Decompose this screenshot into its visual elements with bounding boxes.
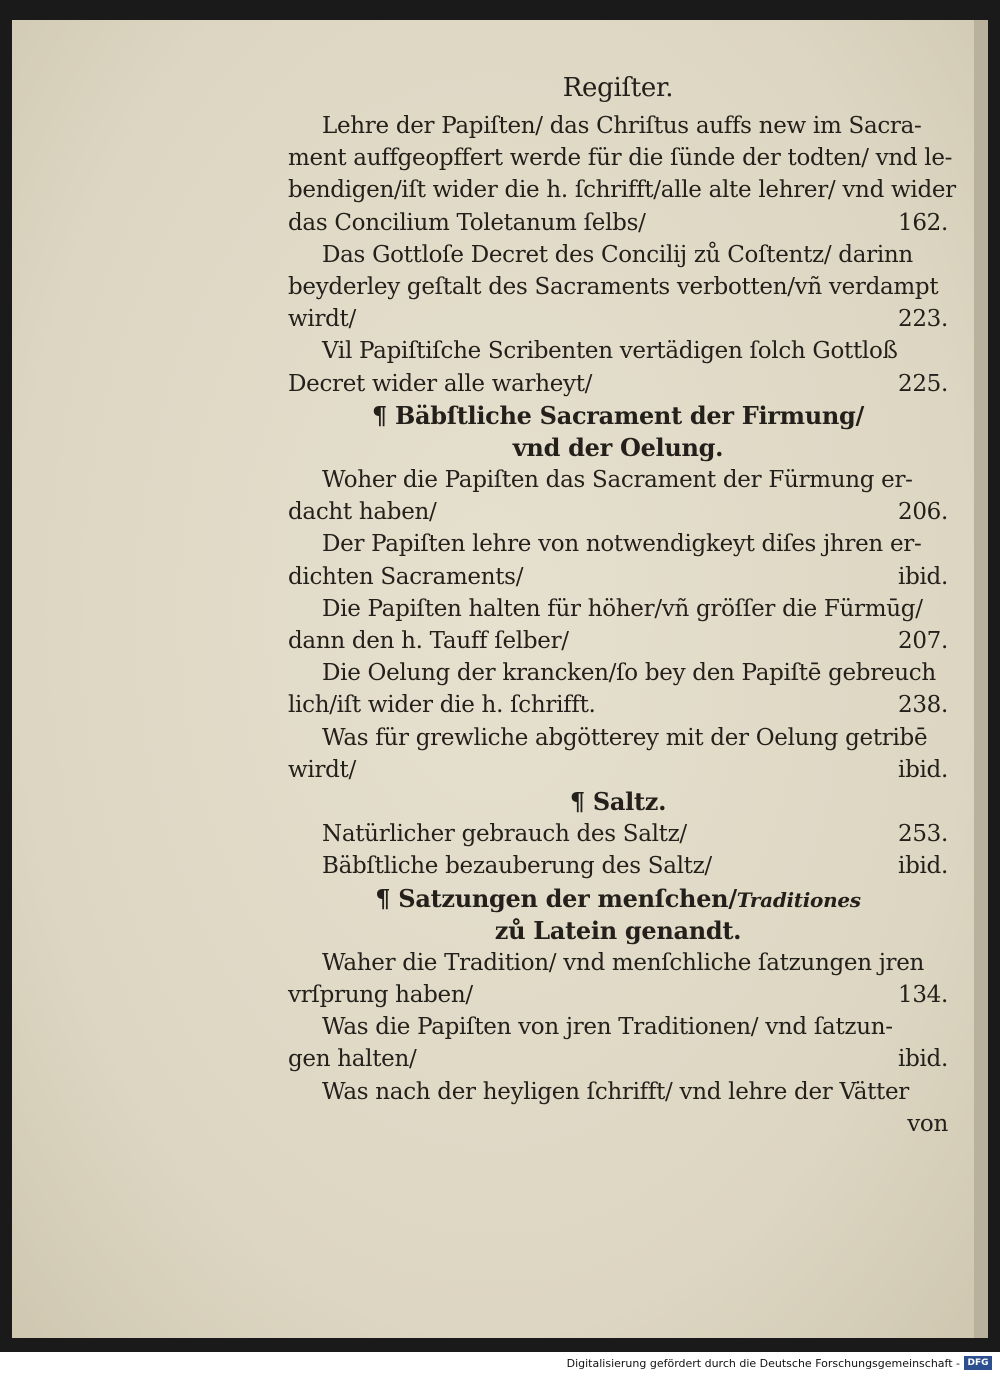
section-heading xyxy=(288,400,948,432)
entry-line xyxy=(288,1076,948,1108)
entry-line xyxy=(288,142,953,174)
entry-line xyxy=(288,528,948,560)
entry-text: Decret wider alle warheyt/ xyxy=(288,370,593,397)
page-reference: 253. xyxy=(897,821,948,848)
section-heading xyxy=(288,432,948,464)
entry-text: gen halten/ xyxy=(288,1046,417,1073)
entry-text: dann den h. Tauff ſelber/ xyxy=(288,628,569,654)
entry-text: Woher die Papiſten das Sacrament der Fürmung er- xyxy=(322,467,913,494)
page-reference: ibid. xyxy=(898,563,948,590)
entry-text: ment auffgeopffert werde für die ſünde der todten/ vnd le- xyxy=(288,145,953,172)
entry-text: Vil Papiſtiſche Scribenten vertädigen ſolch Gottloß xyxy=(322,338,898,365)
entry-text: Der Papiſten lehre von notwendigkeyt diſes jhren er- xyxy=(322,531,922,558)
entry-text: zů Latein genandt. xyxy=(494,915,742,945)
entry-line xyxy=(288,303,948,335)
entry-line xyxy=(288,722,948,754)
entry-text: wirdt/ xyxy=(288,756,356,783)
entry-text: Waher die Tradition/ vnd menſchliche ſatzungen jren xyxy=(322,949,925,976)
dfg-logo: DFG xyxy=(964,1356,992,1370)
entry-text: Was die Papiſten von jren Traditionen/ vnd ſatzun- xyxy=(322,1014,893,1041)
register-entries xyxy=(288,110,956,1140)
entry-text: das Concilium Toletanum ſelbs/ xyxy=(288,209,646,236)
page-reference: 207. xyxy=(897,628,948,654)
entry-line xyxy=(288,561,948,593)
page-reference: 162. xyxy=(897,209,948,236)
page-reference: 225. xyxy=(897,370,948,397)
funding-credit: Digitalisierung gefördert durch die Deutsche Forschungsgemeinschaft - xyxy=(566,1357,960,1370)
entry-text: Das Gottloſe Decret des Concilij zů Coſtentz/ darinn xyxy=(322,241,913,268)
entry-text: Bäbſtliche bezauberung des Saltz/ xyxy=(322,853,712,880)
entry-line xyxy=(288,947,948,979)
running-head: Regiſter. xyxy=(562,73,674,103)
footer-bar xyxy=(0,1352,1000,1376)
entry-text: Die Papiſten halten für höher/vñ gröſſer die Fürmūg/ xyxy=(322,595,923,622)
entry-text: vnd der Oelung. xyxy=(512,432,724,462)
entry-line xyxy=(288,335,948,367)
entry-line xyxy=(288,110,948,142)
entry-text: Was für grewliche abgötterey mit der Oelung getribē xyxy=(322,724,928,751)
entry-line xyxy=(288,818,948,850)
entry-line xyxy=(288,1011,948,1043)
latin-term: Traditiones xyxy=(736,887,861,912)
page-text xyxy=(288,66,956,1140)
page-reference: ibid. xyxy=(898,853,948,880)
entry-line xyxy=(288,593,948,625)
entry-text: Lehre der Papiſten/ das Chriſtus auffs new im Sacra- xyxy=(322,113,922,139)
entry-text: Natürlicher gebrauch des Saltz/ xyxy=(322,821,687,848)
entry-text: vrſprung haben/ xyxy=(288,982,473,1009)
entry-line xyxy=(288,271,948,303)
entry-text: wirdt/ xyxy=(288,306,356,333)
entry-line xyxy=(288,207,948,239)
entry-text: dacht haben/ xyxy=(288,499,437,526)
entry-line xyxy=(288,1043,948,1075)
section-heading xyxy=(288,786,948,818)
entry-line xyxy=(288,754,948,786)
page-reference: 223. xyxy=(897,306,948,333)
page-edge xyxy=(974,20,988,1338)
page-reference: 206. xyxy=(897,499,948,526)
entry-text: Was nach der heyligen ſchrifft/ vnd lehre der Vätter xyxy=(322,1078,909,1105)
entry-line xyxy=(288,464,948,496)
page-reference: ibid. xyxy=(898,1046,948,1073)
section-heading xyxy=(288,915,948,947)
entry-line xyxy=(288,850,948,882)
entry-text: ¶ Bäbſtliche Sacrament der Firmung/ xyxy=(371,400,864,430)
entry-line xyxy=(288,368,948,400)
entry-line xyxy=(288,496,948,528)
page-reference: 134. xyxy=(897,982,948,1009)
entry-line xyxy=(288,625,948,657)
page-reference: ibid. xyxy=(898,756,948,783)
catchword: von xyxy=(907,1110,948,1137)
entry-line xyxy=(288,979,948,1011)
section-heading xyxy=(288,883,948,915)
entry-line xyxy=(288,657,948,689)
entry-text: ¶ Saltz. xyxy=(569,786,667,816)
entry-text: lich/iſt wider die h. ſchrifft. xyxy=(288,692,596,719)
entry-line xyxy=(288,689,948,721)
entry-line xyxy=(288,174,956,206)
entry-line xyxy=(288,239,948,271)
entry-text: dichten Sacraments/ xyxy=(288,563,524,590)
entry-text: bendigen/iſt wider die h. ſchrifft/alle alte lehrer/ vnd wider xyxy=(288,177,956,204)
entry-text: Die Oelung der krancken/ſo bey den Papiſtē gebreuch xyxy=(322,660,936,687)
entry-text: ¶ Satzungen der menſchen/ xyxy=(375,883,737,913)
page-reference: 238. xyxy=(897,692,948,719)
entry-line xyxy=(288,1108,948,1140)
entry-text: beyderley geſtalt des Sacraments verbotten/vñ verdampt xyxy=(288,273,939,300)
